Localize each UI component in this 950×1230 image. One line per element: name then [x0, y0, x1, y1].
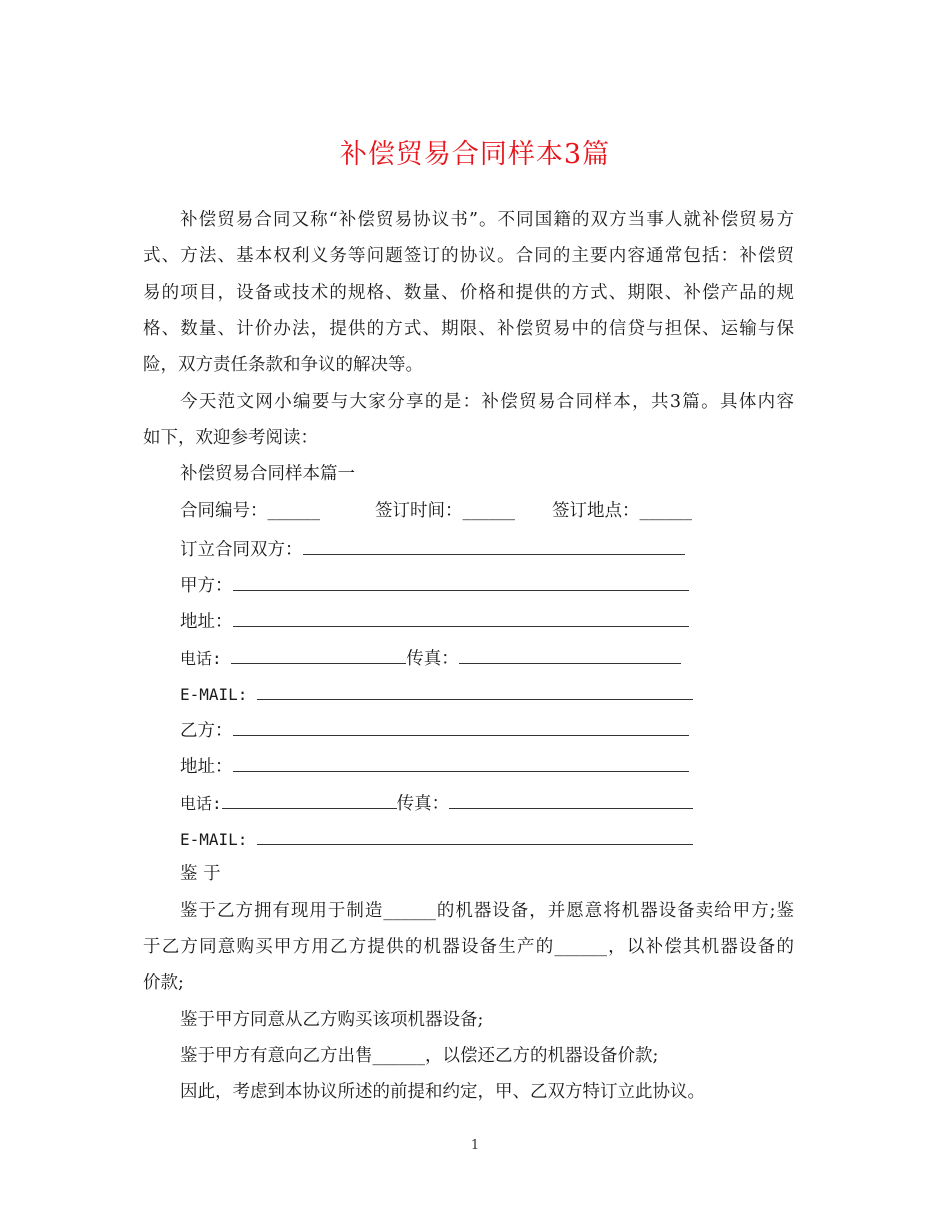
intro-line-3: 易的项目，设备或技术的规格、数量、价格和提供的方式、期限、补偿产品的规 [143, 283, 794, 303]
email-b-field [180, 826, 693, 852]
whereas-heading: 鉴 于 [180, 864, 221, 884]
parties-blank [303, 536, 685, 555]
party-a-label: 甲方： [180, 576, 233, 596]
whereas-p1-line-2: 于乙方同意购买甲方用乙方提供的机器设备生产的______，以补偿其机器设备的 [143, 937, 794, 957]
address-a-blank [233, 608, 689, 627]
email-a-label: E-MAIL: [180, 685, 258, 704]
address-b-field [180, 753, 689, 779]
whereas-p1-line-1: 鉴于乙方拥有现用于制造______的机器设备，并愿意将机器设备卖给甲方;鉴 [180, 901, 794, 921]
parties-field [180, 536, 685, 562]
parties-label: 订立合同双方： [180, 540, 303, 560]
address-b-label: 地址： [180, 757, 233, 777]
party-b-field [180, 717, 689, 743]
email-a-blank [257, 681, 693, 700]
contract-no-label: 合同编号：______ [180, 501, 320, 521]
phone-a-label: 电话: [180, 649, 232, 668]
intro-line-2: 式、方法、基本权利义务等问题签订的协议。合同的主要内容通常包括：补偿贸 [143, 246, 794, 266]
email-a-field [180, 681, 693, 707]
sign-place-label: 签订地点：______ [552, 501, 692, 521]
fax-b-blank [449, 790, 693, 809]
party-b-blank [233, 717, 689, 736]
party-a-blank [233, 572, 689, 591]
whereas-p4: 因此，考虑到本协议所述的前提和约定，甲、乙双方特订立此协议。 [180, 1082, 705, 1102]
fax-a-blank [459, 645, 681, 664]
email-b-blank [257, 826, 693, 845]
sign-place-field [552, 499, 692, 523]
section-heading: 补偿贸易合同样本篇一 [180, 464, 355, 484]
intro-line-4: 格、数量、计价办法，提供的方式、期限、补偿贸易中的信贷与担保、运输与保 [143, 319, 794, 339]
document-title: 补偿贸易合同样本3篇 [339, 139, 611, 170]
phone-a-blank [231, 645, 406, 664]
phone-b-label: 电话: [180, 794, 222, 813]
phone-b-blank [222, 790, 397, 809]
sign-time-label: 签订时间：______ [375, 501, 515, 521]
email-b-label: E-MAIL: [180, 830, 258, 849]
address-a-field [180, 608, 689, 634]
share-line-2: 如下，欢迎参考阅读： [143, 428, 318, 448]
whereas-p3: 鉴于甲方有意向乙方出售______，以偿还乙方的机器设备价款; [180, 1046, 659, 1066]
share-line-1: 今天范文网小编要与大家分享的是：补偿贸易合同样本，共3篇。具体内容 [180, 392, 794, 412]
address-b-blank [233, 753, 689, 772]
phone-fax-b-field [180, 790, 693, 816]
fax-a-label: 传真： [406, 649, 459, 669]
party-b-label: 乙方： [180, 721, 233, 741]
sign-time-field [375, 499, 515, 523]
phone-fax-a-field [180, 645, 681, 671]
whereas-p2: 鉴于甲方同意从乙方购买该项机器设备; [180, 1010, 484, 1030]
contract-no-field [180, 499, 320, 523]
intro-line-5: 险，双方责任条款和争议的解决等。 [143, 355, 423, 375]
page-number: 1 [470, 1138, 480, 1153]
fax-b-label: 传真： [396, 794, 450, 814]
address-a-label: 地址： [180, 612, 233, 632]
whereas-p1-line-3: 价款; [143, 973, 184, 993]
intro-line-1: 补偿贸易合同又称“补偿贸易协议书”。不同国籍的双方当事人就补偿贸易方 [180, 210, 794, 230]
party-a-field [180, 572, 689, 598]
